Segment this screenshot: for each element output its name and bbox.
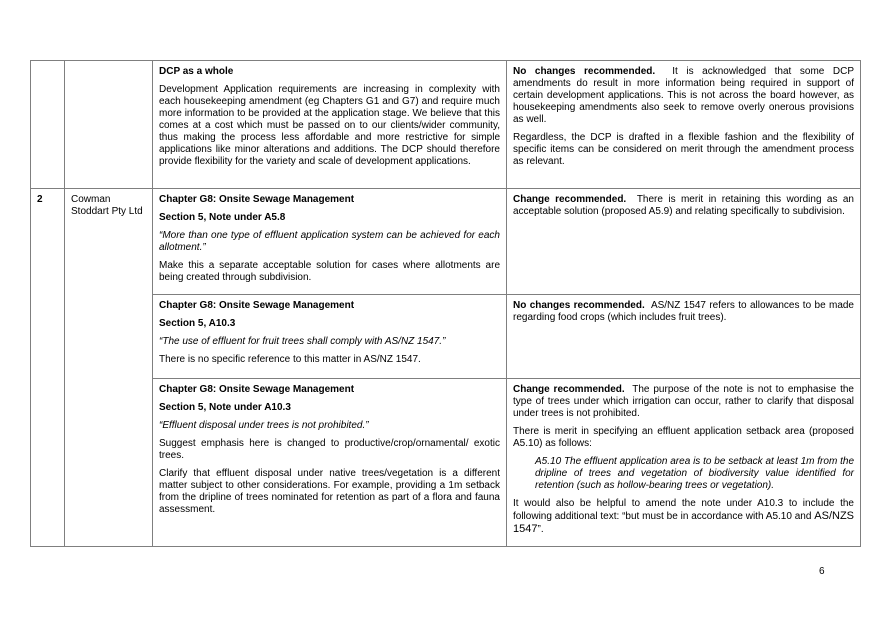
submission-text: There is no specific reference to this matter in AS/NZ 1547.: [159, 354, 421, 365]
response-lead: Change recommended.: [513, 384, 625, 395]
response-text-3-body: It would also be helpful to amend the note under A10.3 to include the following additional text: “but must be in accordance with A5.10 and: [513, 498, 854, 522]
submission-subheading: Section 5, A10.3: [159, 318, 236, 329]
table-row: [31, 61, 861, 189]
submission-heading: Chapter G8: Onsite Sewage Management: [159, 194, 355, 205]
row-number-cell: 2: [31, 189, 65, 547]
response-quote: A5.10 The effluent application area is to be setback at least 1m from the dripline of trees and vegetation of biodiversity value identified for retention (such as hollow-bearing trees or vegetation).: [535, 456, 854, 491]
response-cell: [507, 189, 861, 295]
page-number: 6: [819, 566, 825, 577]
response-lead: Change recommended.: [513, 194, 627, 205]
response-cell: [507, 295, 861, 379]
submission-text: Development Application requirements are increasing in complexity with each housekeeping amendment (eg Chapters G1 and G7) and require much more information to be provided at the application stage. We believe that this comes at a cost which must be passed on to our clients/wider community, thus making the process less affordable and more restrictive for simple applications like minor alterations and additions. The DCP should therefore provide flexibility for the variety and scale of development applications.: [159, 84, 500, 167]
response-body: There is merit in retaining this wording as an acceptable solution (proposed A5.9) and relating specifically to subdivision.: [513, 194, 854, 217]
submission-text: Make this a separate acceptable solution for cases where allotments are being created through subdivision.: [159, 260, 500, 283]
submitter-cell: Cowman Stoddart Pty Ltd: [65, 189, 153, 547]
response-body: It is acknowledged that some DCP amendments do result in more information being required in support of certain development applications. This is not across the board however, as housekeeping amendments also seek to remove overly onerous provisions as well.: [513, 66, 854, 125]
response-text: [513, 384, 854, 420]
submission-text: Suggest emphasis here is changed to productive/crop/ornamental/ exotic trees.: [159, 438, 500, 461]
response-text: [513, 66, 854, 126]
submission-cell: [153, 379, 507, 547]
submission-heading: Chapter G8: Onsite Sewage Management: [159, 300, 355, 311]
submission-subheading: Section 5, Note under A5.8: [159, 212, 286, 223]
response-cell: [507, 61, 861, 189]
response-body: The purpose of the note is not to emphasise the type of trees under which irrigation can occur, rather to clarify that disposal under trees is not prohibited.: [513, 384, 854, 419]
response-text: [513, 300, 854, 324]
table-row: [31, 189, 861, 295]
submission-subheading: Section 5, Note under A10.3: [159, 402, 291, 413]
response-text: [513, 194, 854, 218]
submission-heading: DCP as a whole: [159, 66, 234, 77]
response-body: AS/NZ 1547 refers to allowances to be made regarding food crops (which includes fruit trees).: [513, 300, 854, 323]
table-row: [31, 295, 861, 379]
submission-cell: [153, 61, 507, 189]
table-row: [31, 379, 861, 547]
submission-cell: [153, 295, 507, 379]
submitter-cell: [65, 61, 153, 189]
submission-text-2: Clarify that effluent disposal under native trees/vegetation is a different matter subject to other considerations. For example, providing a 1m setback from the dripline of trees nominated for retention as part of a flora and fauna assessment.: [159, 468, 500, 515]
submission-quote: “The use of effluent for fruit trees shall comply with AS/NZ 1547.”: [159, 336, 446, 347]
submission-quote: “More than one type of effluent application system can be achieved for each allotment.”: [159, 230, 500, 253]
submission-quote: “Effluent disposal under trees is not prohibited.”: [159, 420, 369, 431]
response-text-3: [513, 498, 854, 536]
submission-cell: [153, 189, 507, 295]
submission-heading: Chapter G8: Onsite Sewage Management: [159, 384, 355, 395]
response-text-2: There is merit in specifying an effluent application setback area (proposed A5.10) as follows:: [513, 426, 854, 449]
response-text-2: Regardless, the DCP is drafted in a flexible fashion and the flexibility of specific items can be considered on merit through the amendment process as relevant.: [513, 132, 854, 167]
response-lead: No changes recommended.: [513, 66, 656, 77]
response-text-3-close: ”.: [537, 524, 544, 535]
response-lead: No changes recommended.: [513, 300, 645, 311]
submissions-table: [30, 60, 861, 547]
standard-reference: AS/NZS 1547: [513, 510, 854, 535]
response-cell: [507, 379, 861, 547]
row-number-cell: [31, 61, 65, 189]
